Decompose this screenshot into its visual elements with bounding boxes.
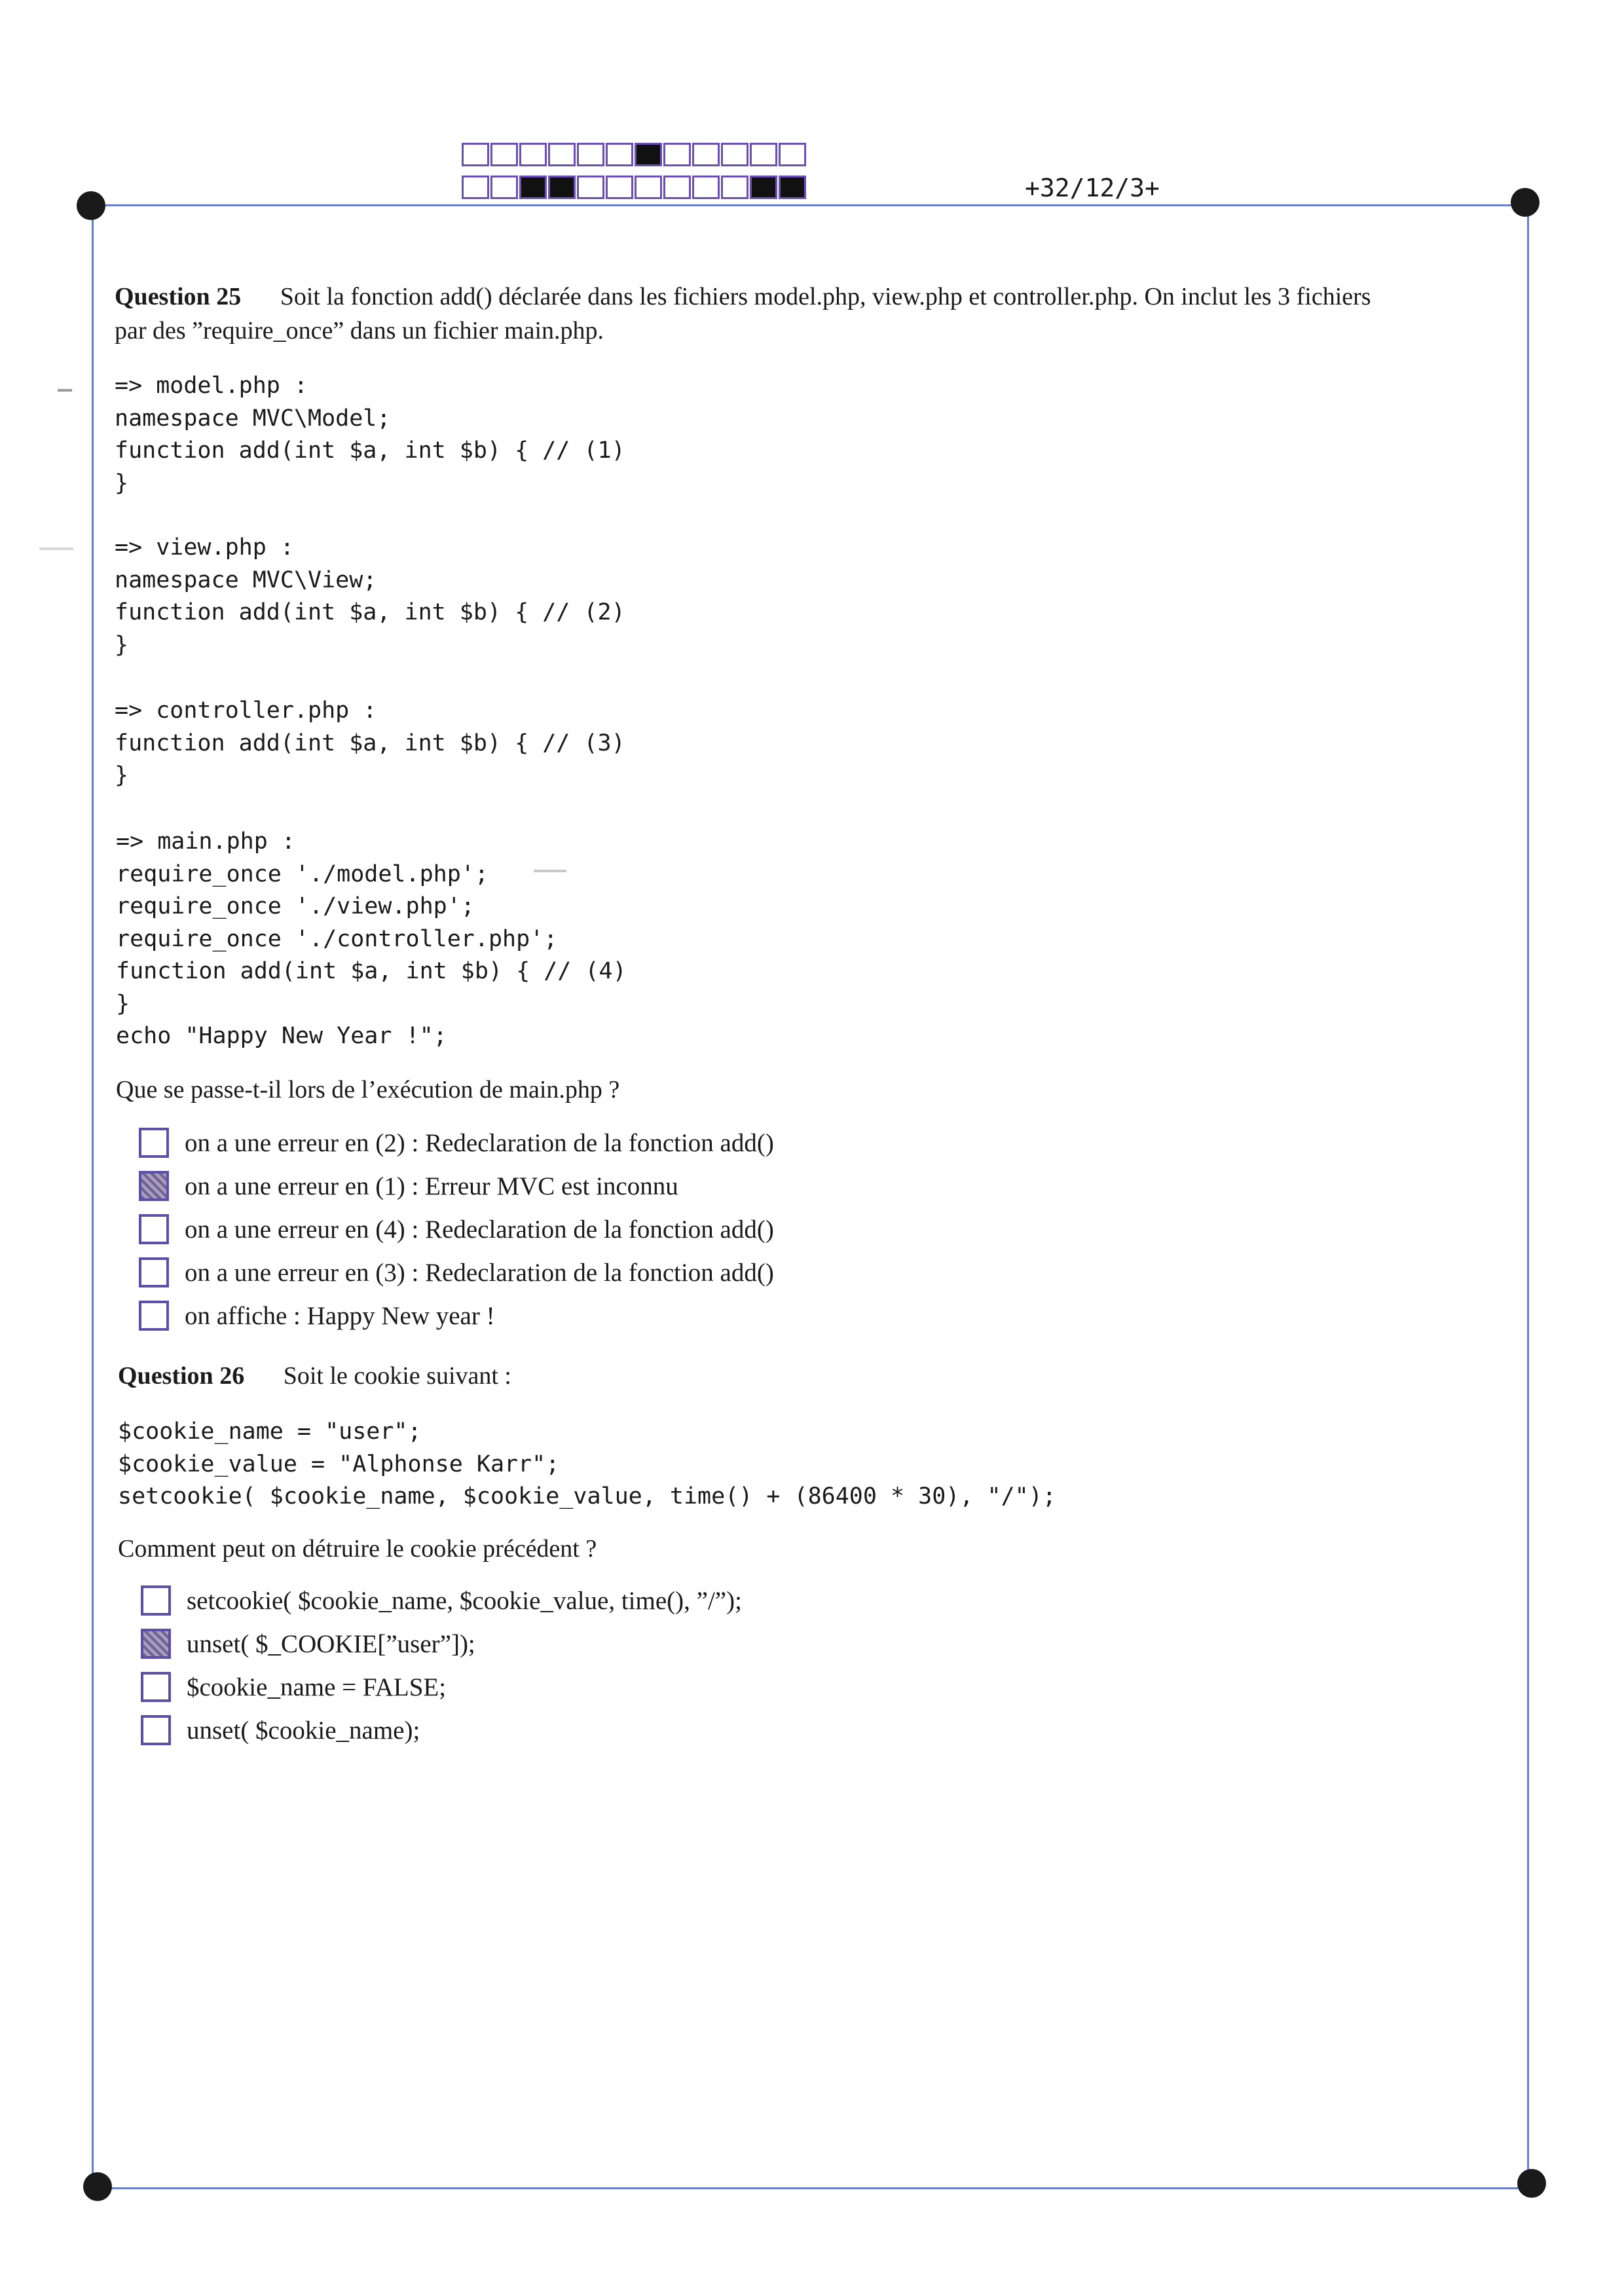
question-25-text-line1: Soit la fonction add() déclarée dans les fichiers model.php, view.php et controller.php. On inclut les 3 fichiers [280, 283, 1371, 310]
question-25-title: Question 25 [115, 283, 242, 310]
code-cookie: $cookie_name = "user"; $cookie_value = "Alphonse Karr"; setcookie( $cookie_name, $cookie_value, time() + (86400 * 30), "/"); [118, 1418, 1056, 1509]
checkbox[interactable] [139, 1128, 169, 1158]
question-25-prompt: Que se passe-t-il lors de l’exécution de main.php ? [116, 1076, 620, 1103]
id-grid-box [577, 176, 604, 199]
id-grid-box [779, 176, 806, 199]
id-grid-box [490, 143, 518, 166]
id-grid-box [606, 176, 633, 199]
choice-label: unset( $_COOKIE[”user”]); [187, 1629, 475, 1658]
corner-mark-top-left [77, 191, 105, 220]
choice-label: on a une erreur en (3) : Redeclaration de la fonction add() [185, 1258, 774, 1287]
q26-choice[interactable] [141, 1667, 446, 1707]
choice-label: $cookie_name = FALSE; [187, 1673, 447, 1701]
q26-choice[interactable] [141, 1711, 420, 1750]
choice-label: on a une erreur en (4) : Redeclaration de la fonction add() [185, 1215, 774, 1244]
id-grid-box [779, 143, 806, 166]
id-grid-box [750, 143, 777, 166]
question-26-title: Question 26 [118, 1362, 245, 1390]
id-grid-box [692, 143, 720, 166]
scan-speck [58, 389, 72, 392]
id-grid-box [548, 143, 576, 166]
checkbox[interactable] [141, 1629, 171, 1659]
q25-choice[interactable] [139, 1296, 495, 1335]
checkbox[interactable] [139, 1214, 169, 1244]
id-grid-box [721, 143, 748, 166]
checkbox[interactable] [139, 1301, 169, 1331]
q25-choice[interactable] [139, 1123, 774, 1162]
checkbox[interactable] [141, 1585, 171, 1616]
id-grid-box [606, 143, 633, 166]
choice-label: on a une erreur en (2) : Redeclaration de la fonction add() [185, 1128, 774, 1157]
id-grid-box [750, 176, 777, 199]
checkbox[interactable] [141, 1715, 171, 1745]
frame-right-border [1527, 204, 1529, 2189]
id-grid-box [577, 143, 604, 166]
choice-label: setcookie( $cookie_name, $cookie_value, time(), ”/”); [187, 1586, 742, 1615]
checkbox[interactable] [139, 1257, 169, 1287]
id-grid-box [721, 176, 748, 199]
id-grid-box [692, 176, 720, 199]
id-grid-box [663, 143, 691, 166]
code-view-php: => view.php : namespace MVC\View; function add(int $a, int $b) { // (2) } [115, 534, 625, 658]
frame-left-border [92, 204, 94, 2189]
id-grid-box [519, 176, 547, 199]
code-model-php: => model.php : namespace MVC\Model; function add(int $a, int $b) { // (1) } [115, 373, 625, 496]
q25-choice[interactable] [139, 1210, 774, 1249]
corner-mark-bottom-left [83, 2172, 112, 2201]
code-controller-php: => controller.php : function add(int $a, int $b) { // (3) } [115, 697, 625, 788]
id-grid-row-2 [462, 176, 806, 202]
id-grid-box [462, 176, 489, 199]
choice-label: on affiche : Happy New year ! [185, 1301, 495, 1330]
q25-choice[interactable] [139, 1253, 774, 1292]
question-26-prompt: Comment peut on détruire le cookie précédent ? [118, 1535, 597, 1563]
checkbox[interactable] [139, 1171, 169, 1201]
q26-choice[interactable] [141, 1581, 742, 1620]
id-grid-row-1 [462, 143, 806, 169]
page-code: +32/12/3+ [1025, 174, 1160, 202]
frame-top-border [90, 204, 1528, 206]
question-26-header [118, 1359, 511, 1393]
id-grid-box [635, 143, 662, 166]
question-25-header [115, 280, 1503, 314]
choice-label: unset( $cookie_name); [187, 1716, 420, 1745]
corner-mark-bottom-right [1517, 2169, 1546, 2198]
code-main-php: => main.php : require_once './model.php'; require_once './view.php'; require_once './controller.php'; function add(int $a, int $b) { // (4) } echo "Happy New Year !"; [116, 828, 627, 1049]
id-grid-box [462, 143, 489, 166]
q25-choice[interactable] [139, 1166, 678, 1206]
checkbox[interactable] [141, 1672, 171, 1702]
id-grid-box [663, 176, 691, 199]
id-grid-box [490, 176, 518, 199]
id-grid-box [548, 176, 576, 199]
choice-label: on a une erreur en (1) : Erreur MVC est inconnu [185, 1172, 678, 1200]
q26-choice[interactable] [141, 1624, 475, 1663]
frame-bottom-border [98, 2187, 1530, 2189]
question-25-text-line2: par des ”require_once” dans un fichier main.php. [115, 317, 604, 344]
scan-speck [39, 547, 73, 550]
question-26-text: Soit le cookie suivant : [283, 1362, 511, 1390]
corner-mark-top-right [1511, 188, 1540, 217]
id-grid-box [635, 176, 662, 199]
id-grid-box [519, 143, 547, 166]
